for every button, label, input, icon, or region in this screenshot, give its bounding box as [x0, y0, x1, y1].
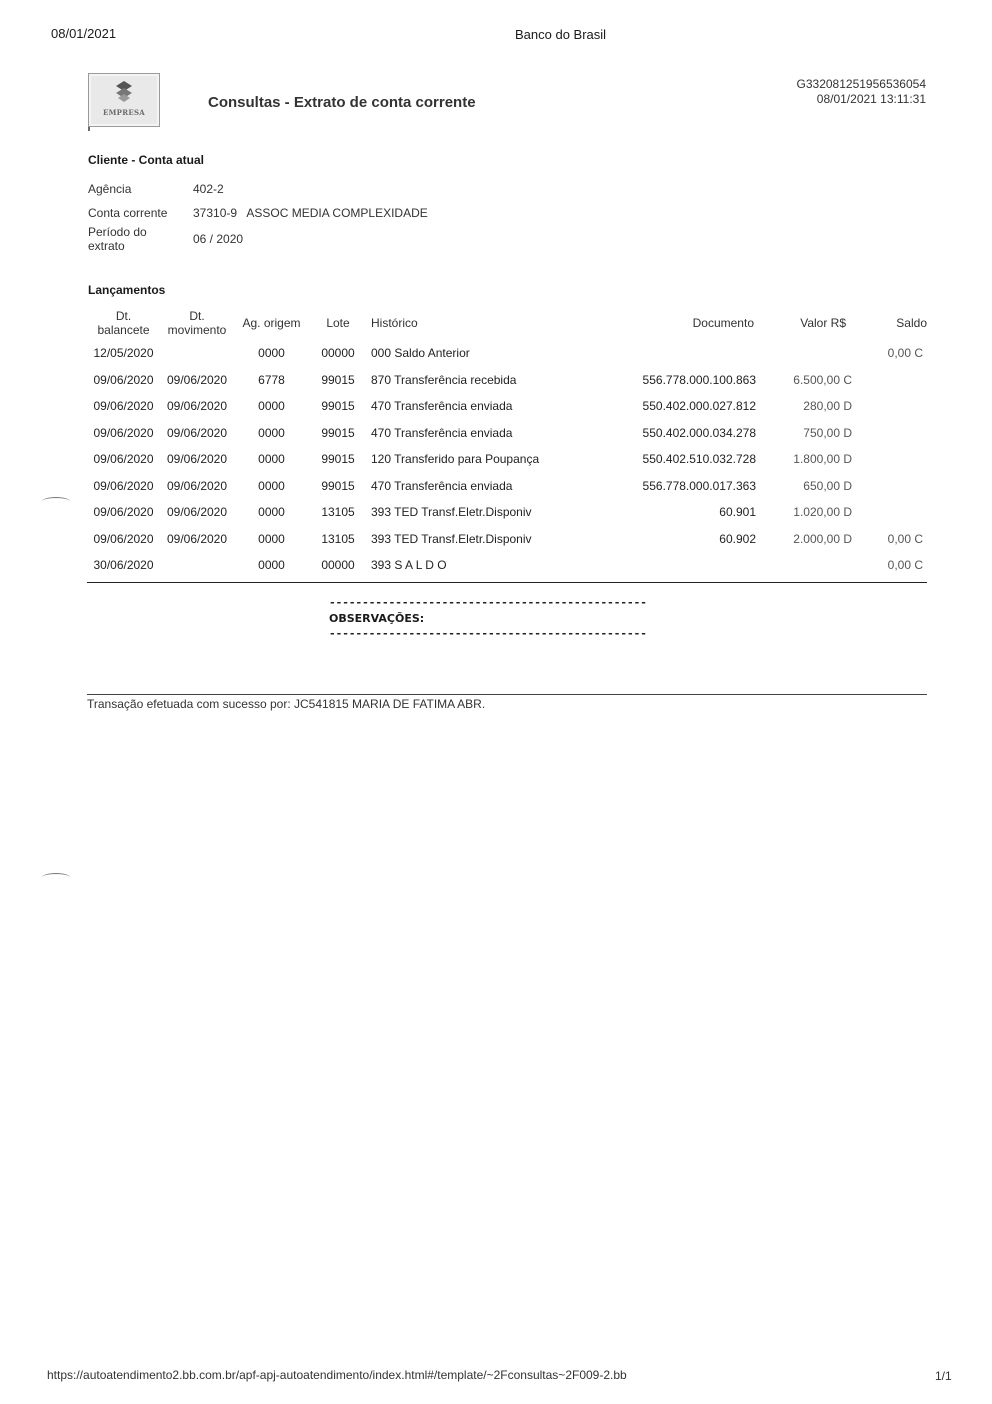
cell-valor: [760, 552, 856, 579]
cell-saldo: [856, 367, 927, 394]
cell-lote: 99015: [321, 372, 355, 387]
col-dt-balancete-line2: balancete: [97, 323, 150, 337]
page-number: 1/1: [935, 1369, 952, 1383]
cell-lote: 00000: [321, 558, 355, 573]
cell-documento: 60.902: [719, 531, 756, 546]
conta-value: 37310-9 ASSOC MEDIA COMPLEXIDADE: [193, 206, 428, 220]
cell-ag-origem: 6778: [258, 372, 285, 387]
cell-dt-movimento: 09/06/2020: [166, 531, 228, 546]
cell-valor: [760, 340, 856, 367]
cell-dt-movimento: 09/06/2020: [166, 372, 228, 387]
periodo-label-line1: Período do: [88, 225, 147, 239]
cell-dt-balancete: 09/06/2020: [93, 531, 154, 546]
col-dt-balancete-line1: Dt.: [115, 309, 132, 323]
print-site-title: Banco do Brasil: [515, 27, 607, 42]
reference-code: G332081251956536054: [796, 77, 926, 91]
cell-ag-origem: 0000: [258, 425, 285, 440]
col-dt-movimento-line2: movimento: [167, 323, 227, 337]
table-row: [87, 340, 927, 367]
cell-documento: 556.778.000.100.863: [642, 372, 756, 387]
cell-documento: [562, 340, 760, 367]
cell-dt-balancete: 30/06/2020: [93, 558, 154, 573]
footer-rule: [87, 694, 927, 695]
reference-timestamp: 08/01/2021 13:11:31: [816, 92, 926, 106]
scan-artifact: [42, 873, 70, 882]
cell-dt-movimento: 09/06/2020: [166, 478, 228, 493]
col-dt-balancete: [87, 306, 160, 340]
cell-dt-movimento: [160, 340, 234, 367]
cell-historico: 393 TED Transf.Eletr.Disponiv: [371, 505, 532, 520]
print-date: 08/01/2021: [51, 26, 117, 41]
table-bottom-rule: [87, 582, 927, 583]
cell-valor: 6.500,00 C: [793, 372, 852, 387]
cell-ag-origem: 0000: [258, 558, 285, 573]
cell-saldo: [856, 499, 927, 526]
table-row: [87, 473, 927, 500]
cell-valor: 2.000,00 D: [793, 531, 852, 546]
print-url: https://autoatendimento2.bb.com.br/apf-apj-autoatendimento/index.html#/template/~2Fconsultas~2F009-2.bb: [47, 1368, 627, 1382]
observacoes-dash-bottom: ------------------------------------------------: [329, 627, 647, 640]
cell-dt-balancete: 09/06/2020: [93, 425, 154, 440]
periodo-value: 06 / 2020: [193, 232, 244, 246]
cell-documento: 60.901: [719, 505, 756, 520]
table-row: [87, 393, 927, 420]
transaction-note: Transação efetuada com sucesso por: JC541815 MARIA DE FATIMA ABR.: [87, 697, 486, 711]
cell-valor: 650,00 D: [803, 478, 852, 493]
cell-saldo: [856, 446, 927, 473]
col-ag-origem: Ag. origem: [242, 316, 301, 330]
cell-historico: 120 Transferido para Poupança: [371, 452, 540, 467]
cell-ag-origem: 0000: [258, 478, 285, 493]
cell-saldo: [856, 420, 927, 447]
cell-saldo: 0,00 C: [887, 558, 923, 573]
logo-text: EMPRESA: [102, 108, 146, 117]
cell-ag-origem: 0000: [258, 346, 285, 361]
cell-lote: 99015: [321, 399, 355, 414]
cell-lote: 99015: [321, 452, 355, 467]
cell-historico: 470 Transferência enviada: [371, 399, 513, 414]
table-header-row: [87, 306, 927, 340]
observacoes-dash-top: ------------------------------------------------: [329, 596, 647, 609]
cell-ag-origem: 0000: [258, 452, 285, 467]
cell-valor: 280,00 D: [803, 399, 852, 414]
cell-dt-balancete: 12/05/2020: [93, 346, 154, 361]
cell-saldo: [856, 473, 927, 500]
cell-ag-origem: 0000: [258, 531, 285, 546]
client-section-title: Cliente - Conta atual: [88, 153, 205, 167]
cell-historico: 393 TED Transf.Eletr.Disponiv: [371, 531, 532, 546]
cell-documento: 550.402.510.032.728: [642, 452, 756, 467]
cell-ag-origem: 0000: [258, 399, 285, 414]
cell-saldo: [856, 393, 927, 420]
cell-dt-balancete: 09/06/2020: [93, 505, 154, 520]
cell-historico: 470 Transferência enviada: [371, 425, 513, 440]
cell-valor: 1.800,00 D: [793, 452, 852, 467]
periodo-label-line2: extrato: [88, 239, 125, 253]
table-row: [87, 552, 927, 579]
observacoes-label: OBSERVAÇÕES:: [329, 612, 425, 625]
cell-historico: 470 Transferência enviada: [371, 478, 513, 493]
page-title: Consultas - Extrato de conta corrente: [208, 94, 476, 111]
col-saldo: Saldo: [896, 316, 927, 330]
cell-lote: 99015: [321, 478, 355, 493]
banco-do-brasil-logo-icon: [111, 80, 137, 104]
cell-dt-movimento: 09/06/2020: [166, 505, 228, 520]
col-historico: Histórico: [371, 316, 418, 330]
col-dt-movimento: [160, 306, 234, 340]
cell-dt-movimento: [160, 552, 234, 579]
cell-documento: 550.402.000.027.812: [642, 399, 756, 414]
statement-table: [87, 306, 927, 579]
agencia-label: Agência: [88, 182, 132, 196]
cell-historico: 000 Saldo Anterior: [371, 346, 470, 361]
cell-documento: 550.402.000.034.278: [642, 425, 756, 440]
reference-block: [797, 77, 926, 107]
cell-dt-balancete: 09/06/2020: [93, 372, 154, 387]
cell-lote: 13105: [321, 505, 355, 520]
cell-valor: 1.020,00 D: [793, 505, 852, 520]
table-row: [87, 420, 927, 447]
cell-saldo: 0,00 C: [887, 346, 923, 361]
conta-label: Conta corrente: [88, 206, 168, 220]
cell-dt-movimento: 09/06/2020: [166, 425, 228, 440]
lancamentos-title: Lançamentos: [88, 283, 166, 297]
table-row: [87, 526, 927, 553]
cell-valor: 750,00 D: [803, 425, 852, 440]
table-row: [87, 499, 927, 526]
cell-documento: [562, 552, 760, 579]
cell-historico: 393 S A L D O: [371, 558, 447, 573]
scan-artifact: [42, 497, 70, 506]
table-row: [87, 446, 927, 473]
col-dt-movimento-line1: Dt.: [189, 309, 205, 323]
col-lote: Lote: [326, 316, 350, 330]
cell-saldo: 0,00 C: [887, 531, 923, 546]
agencia-value: 402-2: [193, 182, 224, 196]
cell-dt-balancete: 09/06/2020: [93, 399, 154, 414]
cell-lote: 99015: [321, 425, 355, 440]
periodo-label: [88, 225, 147, 253]
col-documento: Documento: [692, 316, 754, 330]
col-valor: Valor R$: [800, 316, 846, 330]
cell-dt-movimento: 09/06/2020: [166, 399, 228, 414]
cell-lote: 00000: [321, 346, 355, 361]
cell-dt-balancete: 09/06/2020: [93, 452, 154, 467]
cell-documento: 556.778.000.017.363: [642, 478, 756, 493]
cell-ag-origem: 0000: [258, 505, 285, 520]
table-row: [87, 367, 927, 394]
cell-dt-balancete: 09/06/2020: [93, 478, 154, 493]
bank-logo: [88, 73, 160, 127]
cell-dt-movimento: 09/06/2020: [166, 452, 228, 467]
cell-historico: 870 Transferência recebida: [371, 372, 517, 387]
cell-lote: 13105: [321, 531, 355, 546]
